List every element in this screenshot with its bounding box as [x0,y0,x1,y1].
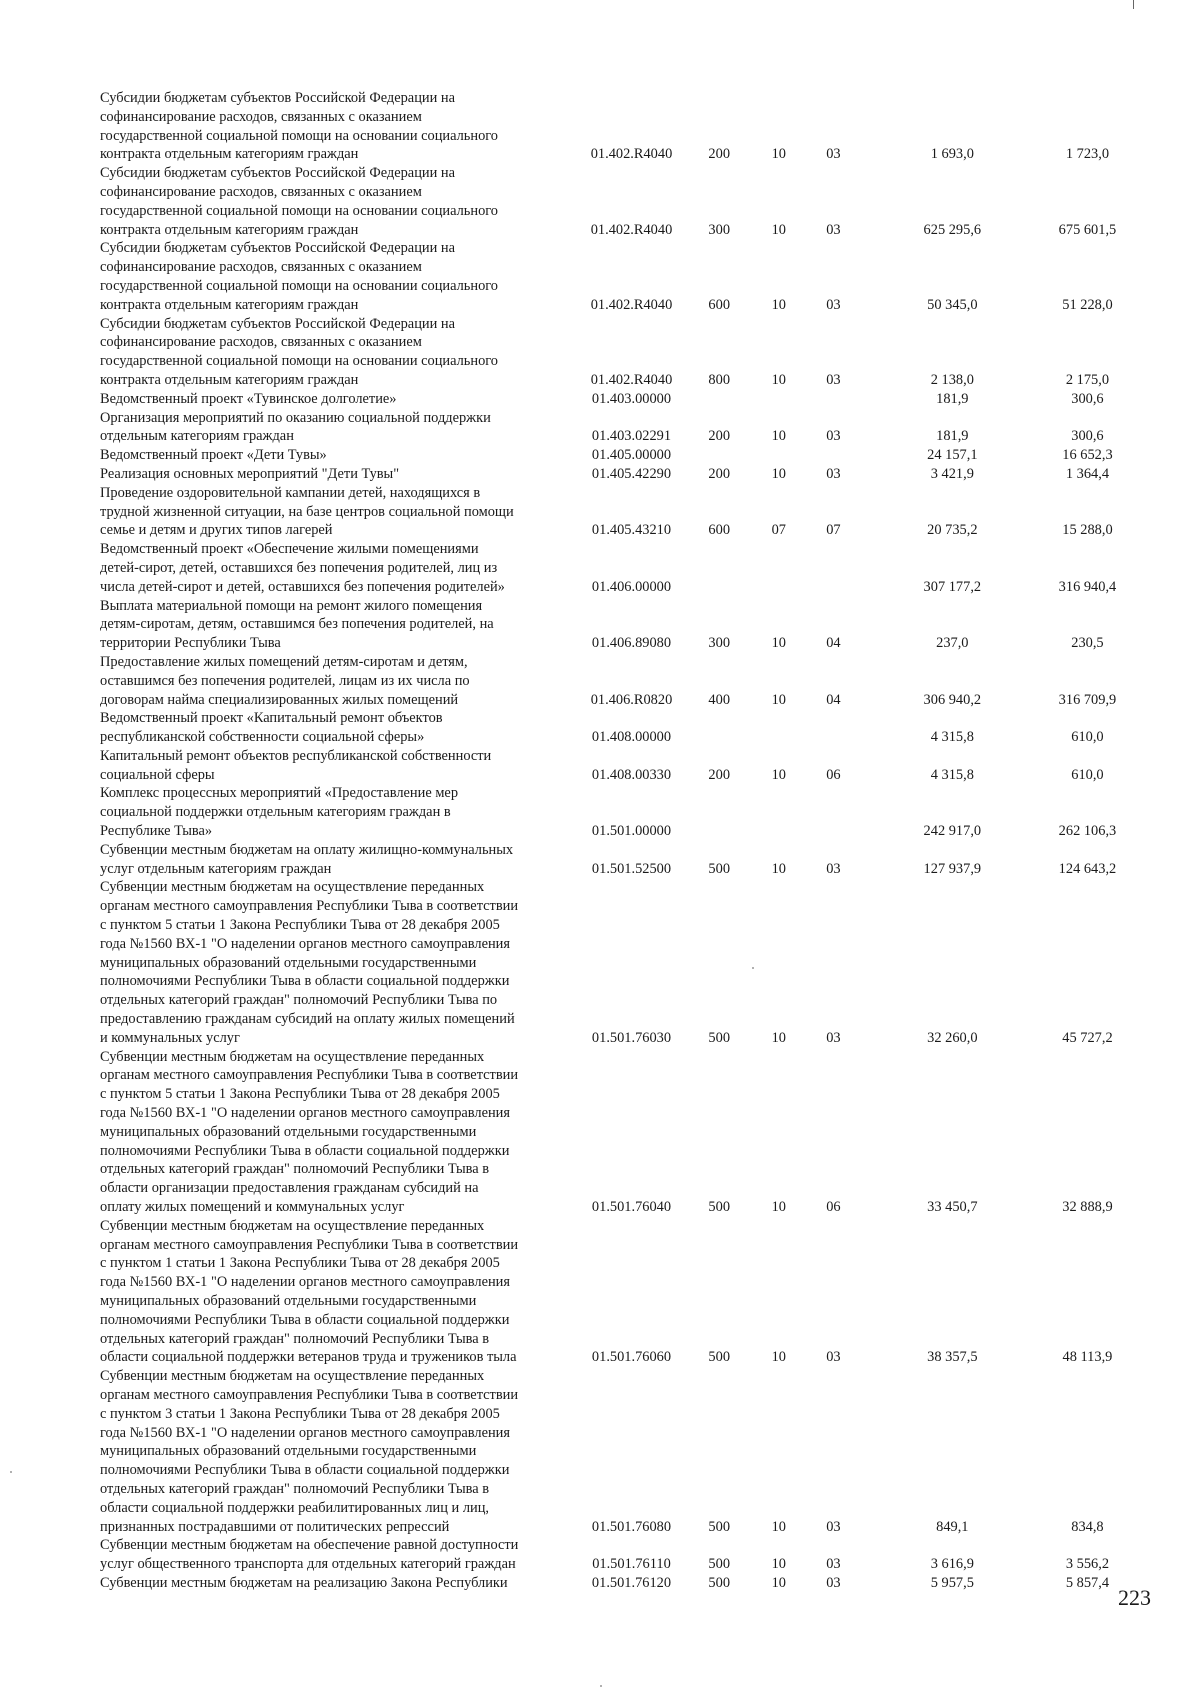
row-name: Субвенции местным бюджетам на осуществление переданных органам местного самоуправления Республики Тыва в соответствии с пунктом 5 статьи 1 Закона Республики Тыва от 28 декабря 2005 года №1560 ВХ-1 "О наделении органов местного самоуправления муниципальных образований отдельными государственными полномочиями Республики Тыва в области социальной поддержки отдельных категорий граждан" полномочий Республики Тыва в области организации предоставления гражданам субсидий на оплату жилых помещений и коммунальных услуг [100,1048,519,1216]
budget-table [100,89,1140,1593]
row-section: 10 [771,465,786,482]
row-name: Субвенции местным бюджетам на обеспечение равной доступности услуг общественного транспорта для отдельных категорий граждан [100,1537,519,1573]
row-expense-type: 300 [708,221,731,238]
row-amount-2: 1 364,4 [1065,465,1110,482]
row-code: 01.406.89080 [591,635,672,652]
row-section: 07 [771,522,786,539]
row-code: 01.501.76060 [591,1349,672,1366]
row-amount-1: 181,9 [936,428,969,445]
table-row [100,841,1140,879]
table-row [100,653,1140,709]
row-amount-2: 316 940,4 [1058,578,1117,595]
row-amount-2: 124 643,2 [1058,860,1117,877]
table-row [100,409,1140,447]
row-name: Субвенции местным бюджетам на реализацию Закона Республики [100,1574,508,1591]
row-subsection: 03 [826,1029,841,1046]
row-amount-1: 32 260,0 [927,1029,978,1046]
row-amount-2: 51 228,0 [1062,296,1113,313]
row-section: 10 [771,1349,786,1366]
row-subsection: 03 [826,860,841,877]
row-subsection: 03 [826,371,841,388]
row-amount-1: 306 940,2 [923,691,982,708]
row-section: 10 [771,766,786,783]
row-section: 10 [771,1518,786,1535]
table-row [100,540,1140,596]
scan-mark [1133,0,1134,9]
row-code: 01.501.76030 [591,1029,672,1046]
row-amount-1: 625 295,6 [923,221,982,238]
row-amount-2: 45 727,2 [1062,1029,1113,1046]
row-amount-1: 849,1 [936,1518,969,1535]
table-row [100,597,1140,653]
row-code: 01.501.76040 [591,1199,672,1216]
row-section: 10 [771,860,786,877]
table-row [100,484,1140,540]
scan-speck [10,1471,12,1473]
table-row [100,784,1140,840]
row-expense-type: 200 [708,428,731,445]
row-name: Проведение оздоровительной кампании детей, находящихся в трудной жизненной ситуации, на базе центров социальной помощи семье и детям и других типов лагерей [100,484,514,539]
row-code: 01.408.00330 [591,766,672,783]
row-subsection: 04 [826,691,841,708]
table-row [100,1574,1140,1593]
row-amount-2: 1 723,0 [1065,146,1110,163]
table-row [100,446,1140,465]
row-subsection: 03 [826,465,841,482]
row-code: 01.405.42290 [591,465,672,482]
row-section: 10 [771,296,786,313]
row-section: 10 [771,691,786,708]
row-code: 01.403.00000 [591,390,672,407]
row-subsection: 06 [826,1199,841,1216]
table-row [100,1367,1140,1536]
row-amount-1: 2 138,0 [930,371,974,388]
row-section: 10 [771,1556,786,1573]
page-number: 223 [1118,1585,1151,1610]
row-expense-type: 200 [708,146,731,163]
row-amount-2: 834,8 [1071,1518,1104,1535]
row-expense-type: 500 [708,1199,731,1216]
row-section: 10 [771,146,786,163]
row-name: Выплата материальной помощи на ремонт жилого помещения детям-сиротам, детям, оставшимся без попечения родителей, на территории Республики Тыва [100,597,494,652]
row-amount-1: 242 917,0 [923,823,982,840]
row-amount-1: 4 315,8 [930,766,974,783]
row-amount-2: 316 709,9 [1058,691,1117,708]
table-row [100,315,1140,390]
row-subsection: 04 [826,635,841,652]
row-amount-1: 3 616,9 [930,1556,974,1573]
row-subsection: 03 [826,146,841,163]
row-code: 01.501.00000 [591,823,672,840]
row-code: 01.501.76110 [592,1556,671,1573]
row-name: Субсидии бюджетам субъектов Российской Федерации на софинансирование расходов, связанных с оказанием государственной социальной помощи на основании социального контракта отдельным категориям граждан [100,90,498,163]
table-row [100,89,1140,164]
row-name: Организация мероприятий по оказанию социальной поддержки отдельным категориям граждан [100,409,491,445]
row-subsection: 03 [826,296,841,313]
row-amount-2: 15 288,0 [1062,522,1113,539]
row-amount-1: 50 345,0 [927,296,978,313]
row-subsection: 03 [826,1349,841,1366]
row-expense-type: 800 [708,371,731,388]
row-amount-2: 300,6 [1071,428,1104,445]
row-code: 01.402.R4040 [590,221,673,238]
row-section: 10 [771,1029,786,1046]
row-amount-1: 237,0 [936,635,969,652]
scan-speck [600,1685,602,1687]
row-expense-type: 500 [708,1029,731,1046]
row-section: 10 [771,1199,786,1216]
row-subsection: 03 [826,428,841,445]
row-code: 01.501.52500 [591,860,672,877]
row-subsection: 03 [826,221,841,238]
row-amount-2: 5 857,4 [1065,1574,1110,1591]
row-expense-type: 600 [708,522,731,539]
row-subsection: 03 [826,1556,841,1573]
table-row [100,747,1140,785]
row-amount-2: 300,6 [1071,390,1104,407]
row-name: Предоставление жилых помещений детям-сиротам и детям, оставшимся без попечения родителей, лицам из их числа по договорам найма специализированных жилых помещений [100,653,470,708]
row-amount-1: 5 957,5 [930,1574,974,1591]
row-subsection: 03 [826,1518,841,1535]
row-name: Субсидии бюджетам субъектов Российской Федерации на софинансирование расходов, связанных с оказанием государственной социальной помощи на основании социального контракта отдельным категориям граждан [100,315,498,388]
row-section: 10 [771,635,786,652]
table-row [100,390,1140,409]
row-section: 10 [771,1574,786,1591]
table-row [100,1217,1140,1367]
row-amount-1: 3 421,9 [930,465,974,482]
row-expense-type: 500 [708,1574,731,1591]
row-code: 01.408.00000 [591,729,672,746]
row-name: Субсидии бюджетам субъектов Российской Федерации на софинансирование расходов, связанных с оказанием государственной социальной помощи на основании социального контракта отдельным категориям граждан [100,240,498,313]
row-amount-1: 307 177,2 [923,578,982,595]
table-row [100,239,1140,314]
row-code: 01.403.02291 [591,428,672,445]
row-amount-1: 127 937,9 [923,860,982,877]
row-name: Субвенции местным бюджетам на оплату жилищно-коммунальных услуг отдельным категориям граждан [100,841,514,877]
row-name: Субсидии бюджетам субъектов Российской Федерации на софинансирование расходов, связанных с оказанием государственной социальной помощи на основании социального контракта отдельным категориям граждан [100,165,498,238]
row-name: Реализация основных мероприятий "Дети Тувы" [100,465,400,482]
row-expense-type: 200 [708,766,731,783]
row-amount-1: 33 450,7 [927,1199,978,1216]
row-code: 01.402.R4040 [590,296,673,313]
row-amount-2: 230,5 [1071,635,1104,652]
row-section: 10 [771,428,786,445]
row-amount-2: 2 175,0 [1065,371,1110,388]
row-name: Субвенции местным бюджетам на осуществление переданных органам местного самоуправления Республики Тыва в соответствии с пунктом 1 статьи 1 Закона Республики Тыва от 28 декабря 2005 года №1560 ВХ-1 "О наделении органов местного самоуправления муниципальных образований отдельными государственными полномочиями Республики Тыва в области социальной поддержки отдельных категорий граждан" полномочий Республики Тыва в области социальной поддержки ветеранов труда и тружеников тыла [100,1217,519,1366]
row-name: Капитальный ремонт объектов республиканской собственности социальной сферы [100,747,492,783]
row-amount-2: 675 601,5 [1058,221,1117,238]
row-expense-type: 500 [708,860,731,877]
row-amount-2: 3 556,2 [1065,1556,1110,1573]
row-expense-type: 200 [708,465,731,482]
row-expense-type: 500 [708,1349,731,1366]
row-code: 01.501.76080 [591,1518,672,1535]
row-name: Субвенции местным бюджетам на осуществление переданных органам местного самоуправления Республики Тыва в соответствии с пунктом 3 статьи 1 Закона Республики Тыва от 28 декабря 2005 года №1560 ВХ-1 "О наделении органов местного самоуправления муниципальных образований отдельными государственными полномочиями Республики Тыва в области социальной поддержки отдельных категорий граждан" полномочий Республики Тыва в области социальной поддержки реабилитированных лиц и лиц, признанных пострадавшими от политических репрессий [100,1368,519,1535]
row-amount-1: 20 735,2 [927,522,978,539]
row-expense-type: 300 [708,635,731,652]
row-name: Ведомственный проект «Обеспечение жилыми помещениями детей-сирот, детей, оставшихся без попечения родителей, лиц из числа детей-сирот и детей, оставшихся без попечения родителей» [100,541,505,595]
row-amount-2: 610,0 [1071,729,1104,746]
row-code: 01.402.R4040 [590,146,673,163]
row-amount-1: 181,9 [936,390,969,407]
row-amount-2: 610,0 [1071,766,1104,783]
row-section: 10 [771,371,786,388]
row-name: Ведомственный проект «Капитальный ремонт объектов республиканской собственности социальной сферы» [100,710,443,746]
row-subsection: 06 [826,766,841,783]
table-row [100,1536,1140,1574]
row-subsection: 03 [826,1574,841,1591]
row-amount-2: 32 888,9 [1062,1199,1113,1216]
row-subsection: 07 [826,522,841,539]
row-name: Субвенции местным бюджетам на осуществление переданных органам местного самоуправления Республики Тыва в соответствии с пунктом 5 статьи 1 Закона Республики Тыва от 28 декабря 2005 года №1560 ВХ-1 "О наделении органов местного самоуправления муниципальных образований отдельными государственными полномочиями Республики Тыва в области социальной поддержки отдельных категорий граждан" полномочий Республики Тыва по предоставлению гражданам субсидий на оплату жилых помещений и коммунальных услуг [100,879,519,1046]
row-code: 01.406.00000 [591,578,672,595]
row-amount-2: 16 652,3 [1062,447,1113,464]
row-code: 01.402.R4040 [590,371,673,388]
row-name: Комплекс процессных мероприятий «Предоставление мер социальной поддержки отдельным категориям граждан в Республике Тыва» [100,785,459,840]
row-expense-type: 600 [708,296,731,313]
row-expense-type: 500 [708,1518,731,1535]
row-name: Ведомственный проект «Тувинское долголетие» [100,390,397,407]
row-section: 10 [771,221,786,238]
row-amount-1: 4 315,8 [930,729,974,746]
table-row [100,1048,1140,1217]
row-amount-2: 262 106,3 [1058,823,1117,840]
table-row [100,709,1140,747]
row-expense-type: 400 [708,691,731,708]
row-expense-type: 500 [708,1556,731,1573]
row-code: 01.501.76120 [591,1574,672,1591]
row-name: Ведомственный проект «Дети Тувы» [100,447,327,464]
row-amount-2: 48 113,9 [1062,1349,1113,1366]
row-amount-1: 1 693,0 [930,146,974,163]
row-code: 01.405.43210 [591,522,672,539]
row-amount-1: 38 357,5 [927,1349,978,1366]
table-row [100,164,1140,239]
row-code: 01.405.00000 [591,447,672,464]
table-row [100,465,1140,484]
row-amount-1: 24 157,1 [927,447,978,464]
row-code: 01.406.R0820 [590,691,673,708]
table-row [100,878,1140,1047]
